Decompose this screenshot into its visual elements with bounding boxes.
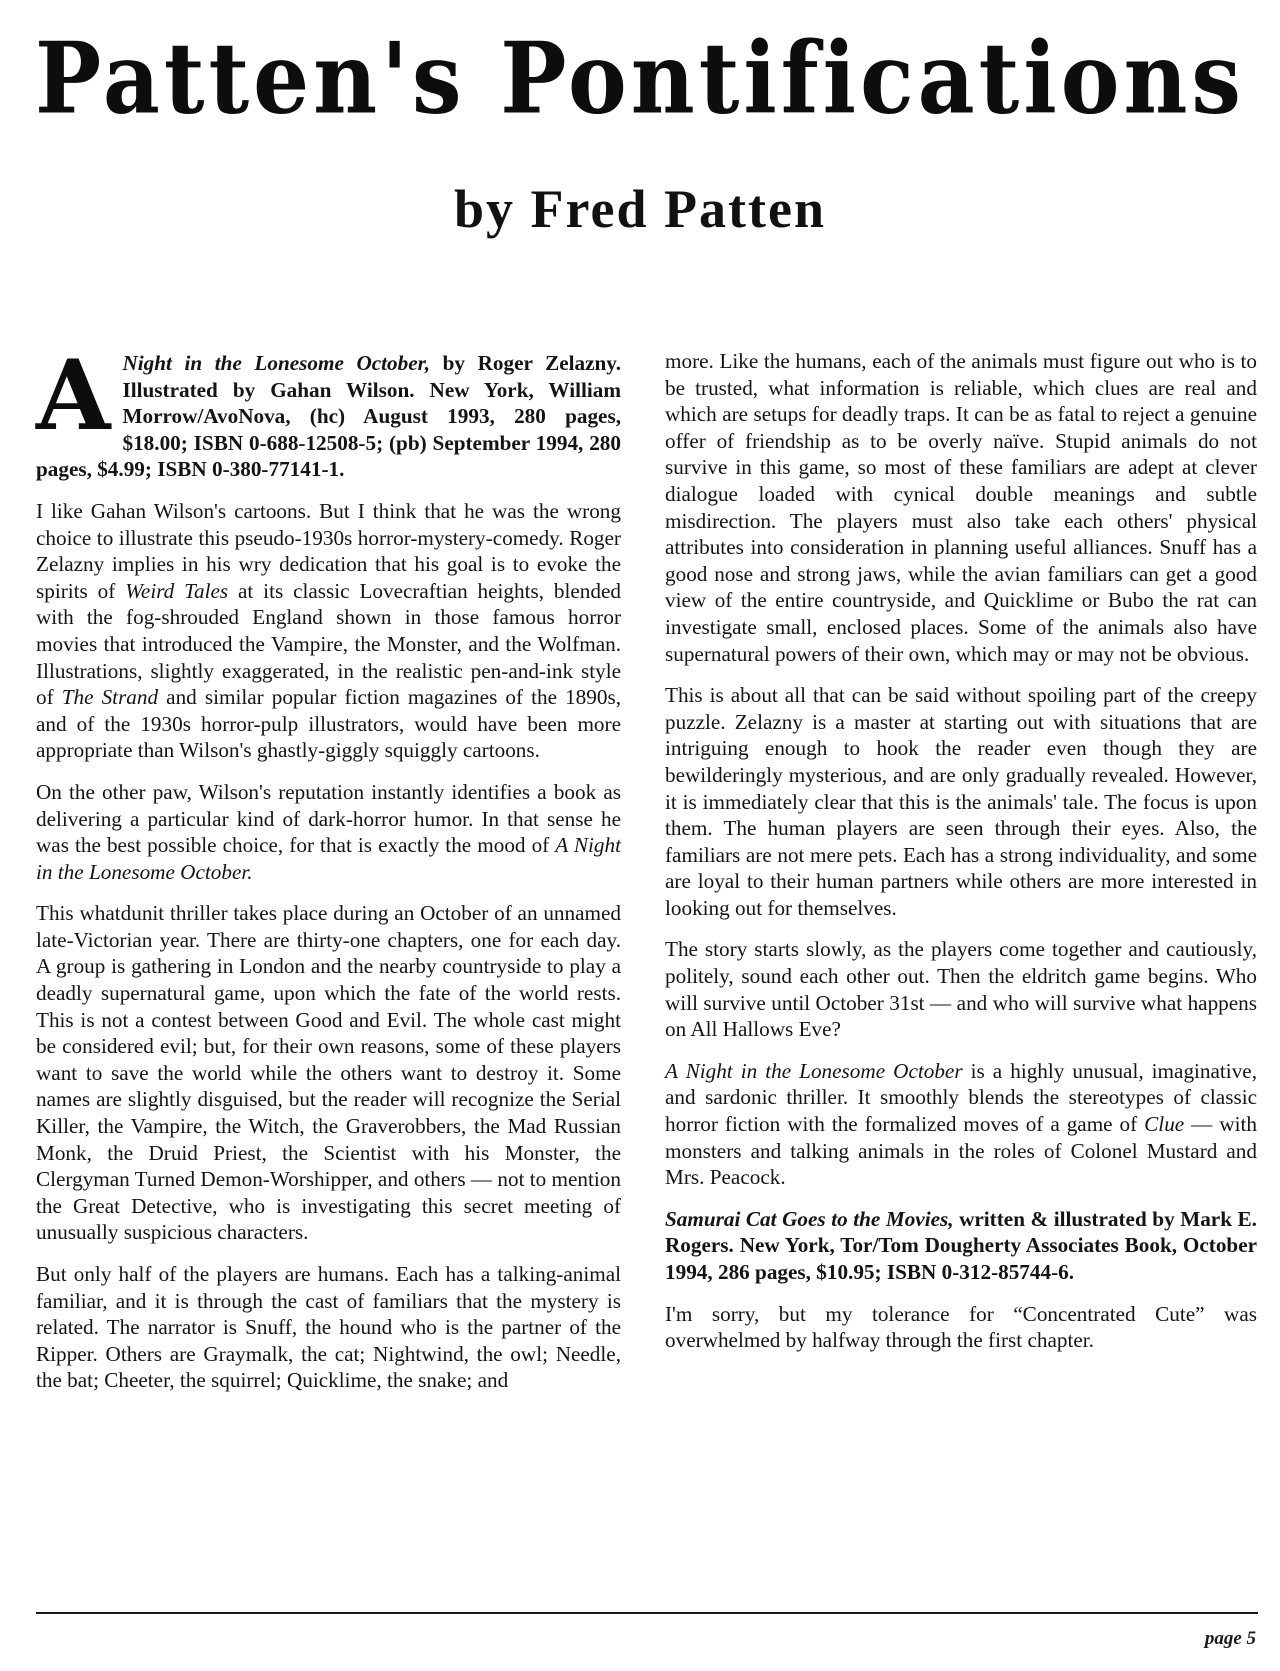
text-run: and similar popular fiction magazines of the 1890s, and of the 1930s horror-pulp illustrators, would have been more appropriate than Wilson's ghastly-giggly squiggly cartoons. [36,685,621,763]
text-run: On the other paw, Wilson's reputation instantly identifies a book as delivering a particular kind of dark-horror humor. In that sense he was the best possible choice, for that is exactly the mood of [36,779,621,858]
paragraph [665,1058,1257,1191]
italic-title: Clue [1144,1112,1185,1137]
author-byline: by Fred Patten [454,179,826,239]
book-title: Night in the Lonesome October, [122,351,431,375]
column-masthead: Patten's Pontifications [35,19,1245,137]
text-run: I like Gahan Wilson's cartoons. But I think that he was the wrong choice to illustrate this pseudo-1930s horror-mystery-comedy. Roger Zelazny implies in his wry dedication that his goal is to evoke the spirits of [36,498,621,603]
review-heading [665,1206,1257,1286]
footer-rule [36,1612,1258,1614]
italic-title: A Night in the Lonesome October. [36,833,621,884]
italic-title: A Night in the Lonesome October [665,1058,963,1083]
text-run: at its classic Lovecraftian heights, blended with the fog-shrouded England shown in those famous horror movies that introduced the Vampire, the Monster, and the Wolfman. Illustrations, slightly exaggerated, in the realistic pen-and-ink style of [36,578,621,710]
paragraph: The story starts slowly, as the players come together and cautiously, politely, sound each other out. Then the eldritch game begins. Who will survive until October 31st — and who will survive what happens on All Hallows Eve? [665,937,1257,1042]
right-column [665,348,1257,1369]
italic-title: The Strand [61,685,159,710]
book-details: by Roger Zelazny. Illustrated by Gahan Wilson. New York, William Morrow/AvoNova, (hc) August 1993, 280 pages, $18.00; ISBN 0-688-12508-5; (pb) September 1994, 280 pages, $4.99; ISBN 0-380-77141-1. [36,351,622,482]
paragraph [36,498,621,764]
paragraph: This is about all that can be said without spoiling part of the creepy puzzle. Zelazny is a master at starting out with situations that are intriguing enough to hook the reader even though they are bewilderingly mysterious, and are only gradually revealed. However, it is immediately clear that this is the animals' tale. The focus is upon them. The human players are seen through their eyes. Also, the familiars are not mere pets. Each has a strong individuality, and some are loyal to their human partners while others are more interested in looking out for themselves. [665,683,1257,920]
paragraph: more. Like the humans, each of the animals must figure out who is to be trusted, what information is reliable, which clues are real and which are setups for deadly traps. It can be as fatal to reject a genuine offer of friendship as to be overly naïve. Stupid animals do not survive in this game, so most of these familiars are adept at clever dialogue loaded with cynical double meanings and subtle misdirection. The players must also take each others' physical attributes into consideration in planning useful alliances. Snuff has a good nose and strong jaws, while the avian familiars can get a good view of the entire countryside, and Quicklime or Bubo the rat can investigate small, enclosed places. Some of the animals also have supernatural powers of their own, which may or may not be obvious. [665,349,1257,666]
page-number: page 5 [1204,1628,1256,1649]
paragraph: But only half of the players are humans. Each has a talking-animal familiar, and it is through the cast of familiars that the mystery is related. The narrator is Snuff, the hound who is the partner of the Ripper. Others are Graymalk, the cat; Nightwind, the owl; Needle, the bat; Cheeter, the squirrel; Quicklime, the snake; and [36,1262,621,1393]
text-run: — with monsters and talking animals in the roles of Colonel Mustard and Mrs. Peacock. [665,1112,1257,1190]
book-details: written & illustrated by Mark E. Rogers. New York, Tor/Tom Dougherty Associates Book, October 1994, 286 pages, $10.95; ISBN 0-312-85744-6. [665,1206,1257,1284]
paragraph: This whatdunit thriller takes place during an October of an unnamed late-Victorian year. There are thirty-one chapters, one for each day. A group is gathering in London and the nearby countryside to play a deadly supernatural game, upon which the fate of the world rests. This is not a contest between Good and Evil. The whole cast might be considered evil; but, for their own reasons, some of these players want to save the world while the others want to destroy it. Some names are slightly disguised, but the reader will recognize the Serial Killer, the Vampire, the Witch, the Graverobbers, the Mad Russian Monk, the Druid Priest, the Scientist with his Monster, the Clergyman Turned Demon-Worshipper, and others — not to mention the Great Detective, who is investigating this secret meeting of unusually suspicious characters. [36,901,621,1245]
italic-title: Weird Tales [125,578,229,603]
paragraph [36,779,621,885]
review-heading [36,339,622,483]
paragraph: I'm sorry, but my tolerance for “Concentrated Cute” was overwhelmed by halfway through the first chapter. [665,1301,1257,1353]
drop-cap: A [36,339,111,452]
left-column [36,339,622,1409]
text-run: is a highly unusual, imaginative, and sardonic thriller. It smoothly blends the stereotypes of classic horror fiction with the formalized moves of a game of [665,1058,1257,1137]
book-title: Samurai Cat Goes to the Movies, [665,1206,954,1231]
